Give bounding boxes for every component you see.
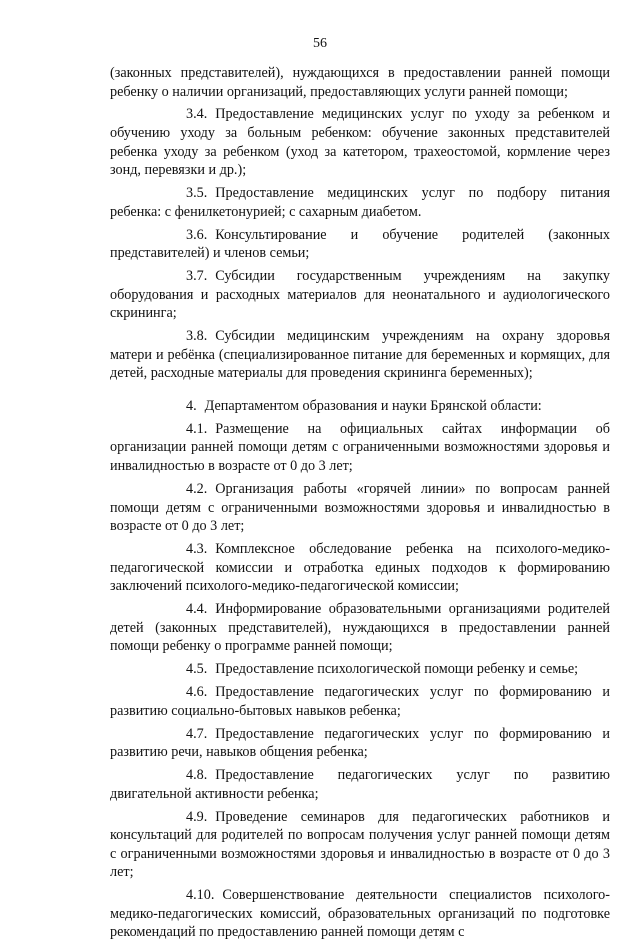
paragraph-4-1	[110, 420, 610, 476]
item-number: 4.	[186, 397, 197, 414]
item-number: 4.8.	[186, 767, 208, 784]
item-number: 3.4.	[186, 106, 208, 123]
item-number: 4.3.	[186, 541, 208, 558]
paragraph-text: Предоставление психологической помощи ребенку и семье;	[215, 661, 579, 678]
item-number: 4.6.	[186, 684, 208, 701]
paragraph-3-4	[110, 105, 610, 179]
paragraph-text: Размещение на официальных сайтах информации об организации ранней помощи детям с ограниченными возможностями здоровья и инвалидностью в возрасте от 0 до 3 лет;	[110, 420, 610, 475]
item-number: 4.5.	[186, 661, 208, 678]
paragraph-text: Предоставление педагогических услуг по развитию двигательной активности ребенка;	[110, 767, 610, 802]
paragraph-3-7	[110, 267, 610, 323]
item-number: 4.9.	[186, 808, 208, 825]
item-number: 3.7.	[186, 268, 208, 285]
paragraph-3-6	[110, 226, 610, 263]
paragraph-4-8	[110, 766, 610, 803]
paragraph-text: Совершенствование деятельности специалистов психолого-медико-педагогических комиссий, образовательных организаций по подготовке рекомендаций по предоставлению ранней помощи детям с	[110, 887, 610, 941]
paragraph-text: Предоставление педагогических услуг по формированию и развитию социально-бытовых навыков ребенка;	[110, 684, 610, 719]
paragraph-4-6	[110, 683, 610, 720]
paragraph-4-2	[110, 480, 610, 536]
paragraph-4-3	[110, 540, 610, 596]
section-heading-4	[110, 397, 610, 416]
paragraph-text: Субсидии медицинским учреждениям на охрану здоровья матери и ребёнка (специализированное питание для беременных и кормящих, для детей, расходные материалы для проведения скрининга беременных);	[110, 328, 610, 382]
item-number: 4.2.	[186, 480, 208, 497]
paragraph-4-9	[110, 808, 610, 882]
paragraph-4-7	[110, 725, 610, 762]
paragraph-3-8	[110, 327, 610, 383]
paragraph-text: Субсидии государственным учреждениям на закупку оборудования и расходных материалов для неонатального и аудиологического скрининга;	[110, 268, 610, 322]
document-body	[110, 64, 610, 946]
item-number: 4.10.	[186, 887, 215, 904]
paragraph-text: Проведение семинаров для педагогических работников и консультаций для родителей по вопросам получения услуг ранней помощи детям с ограниченными возможностями здоровья и инвалидностью в возрасте от 0 до 3 лет;	[110, 808, 610, 881]
paragraph-4-4	[110, 600, 610, 656]
item-number: 4.4.	[186, 601, 208, 618]
item-number: 3.8.	[186, 328, 208, 345]
paragraph-continuation	[110, 64, 610, 101]
paragraph-text: (законных представителей), нуждающихся в предоставлении ранней помощи ребенку о наличии организаций, предоставляющих услуги ранней помощи;	[110, 65, 610, 100]
paragraph-text: Предоставление медицинских услуг по подбору питания ребенка: с фенилкетонурией; с сахарным диабетом.	[110, 185, 610, 220]
paragraph-text: Комплексное обследование ребенка на психолого-медико-педагогической комиссии и отработка единых подходов к формированию заключений психолого-медико-педагогической комиссии;	[110, 541, 610, 595]
item-number: 4.7.	[186, 725, 208, 742]
paragraph-text: Департаментом образования и науки Брянской области:	[204, 397, 542, 414]
paragraph-text: Предоставление медицинских услуг по уходу за ребенком и обучению уходу за больным ребенком: обучение законных представителей ребенка уходу за ребенком (уход за катетором, трахеостомой, кормление через зонд, перевязки и др.);	[110, 106, 610, 179]
paragraph-text: Информирование образовательными организациями родителей детей (законных представителей), нуждающихся в предоставлении ранней помощи ребенку о программе ранней помощи;	[110, 601, 610, 655]
paragraph-text: Предоставление педагогических услуг по формированию и развитию речи, навыков общения ребенка;	[110, 725, 610, 761]
paragraph-text: Консультирование и обучение родителей (законных представителей) и членов семьи;	[110, 226, 610, 262]
item-number: 3.5.	[186, 185, 208, 202]
paragraph-3-5	[110, 184, 610, 221]
paragraph-text: Организация работы «горячей линии» по вопросам ранней помощи детям с ограниченными возможностями здоровья и инвалидностью в возрасте от 0 до 3 лет;	[110, 480, 610, 535]
item-number: 4.1.	[186, 420, 208, 437]
paragraph-4-5	[110, 660, 610, 679]
page-number: 56	[313, 36, 327, 51]
item-number: 3.6.	[186, 226, 208, 243]
paragraph-4-10	[110, 886, 610, 942]
